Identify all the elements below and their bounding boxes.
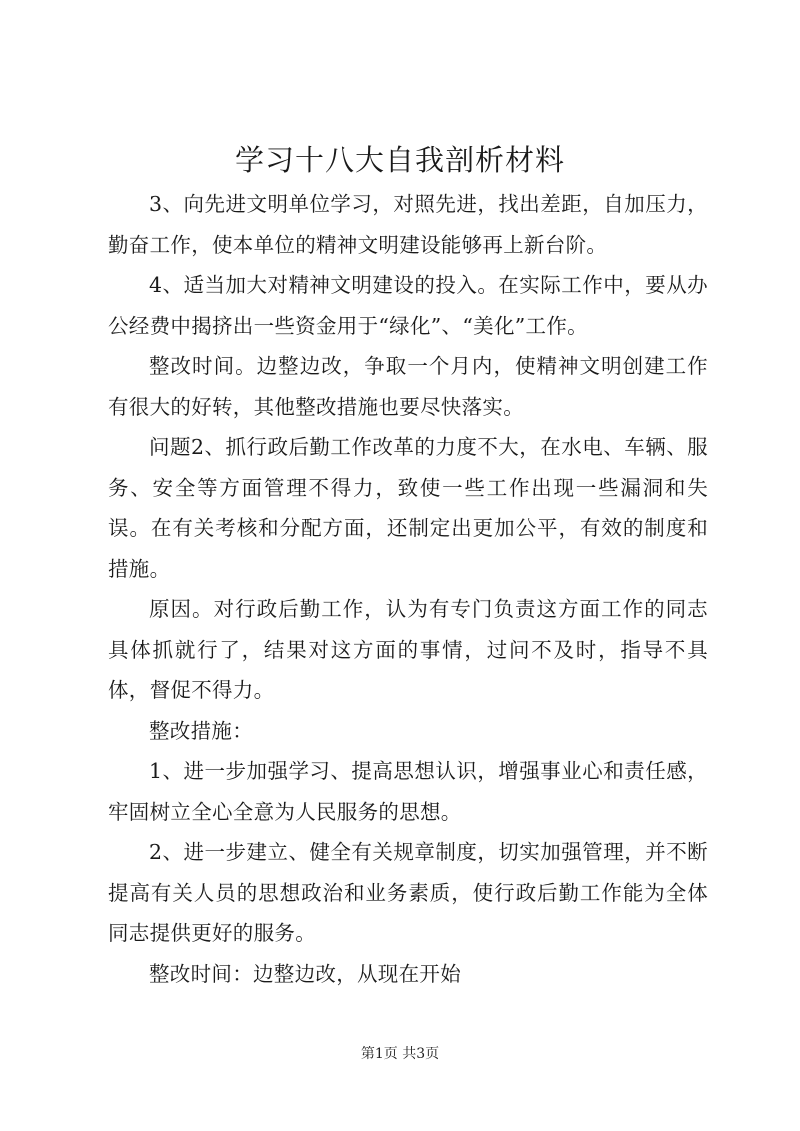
document-body — [108, 184, 708, 994]
paragraph: 整改时间。边整边改，争取一个月内，使精神文明创建工作有很大的好转，其他整改措施也要尽快落实。 — [108, 354, 708, 419]
page-number-footer: 第1页 共3页 — [360, 1046, 440, 1062]
paragraph: 3、向先进文明单位学习，对照先进，找出差距，自加压力，勤奋工作，使本单位的精神文明建设能够再上新台阶。 — [108, 192, 708, 257]
document-title: 学习十八大自我剖析材料 — [234, 143, 565, 177]
paragraph: 2、进一步建立、健全有关规章制度，切实加强管理，并不断提高有关人员的思想政治和业务素质，使行政后勤工作能为全体同志提供更好的服务。 — [108, 840, 708, 945]
paragraph: 1、进一步加强学习、提高思想认识，增强事业心和责任感，牢固树立全心全意为人民服务的思想。 — [108, 759, 708, 824]
paragraph: 整改措施： — [149, 718, 253, 743]
paragraph: 原因。对行政后勤工作，认为有专门负责这方面工作的同志具体抓就行了，结果对这方面的事情，过问不及时，指导不具体，督促不得力。 — [108, 597, 708, 702]
paragraph: 整改时间：边整边改，从现在开始 — [149, 961, 461, 986]
paragraph: 4、适当加大对精神文明建设的投入。在实际工作中，要从办公经费中揭挤出一些资金用于“绿化”、“美化”工作。 — [108, 273, 708, 338]
paragraph: 问题2、抓行政后勤工作改革的力度不大，在水电、车辆、服务、安全等方面管理不得力，致使一些工作出现一些漏洞和失误。在有关考核和分配方面，还制定出更加公平，有效的制度和措施。 — [108, 435, 708, 581]
